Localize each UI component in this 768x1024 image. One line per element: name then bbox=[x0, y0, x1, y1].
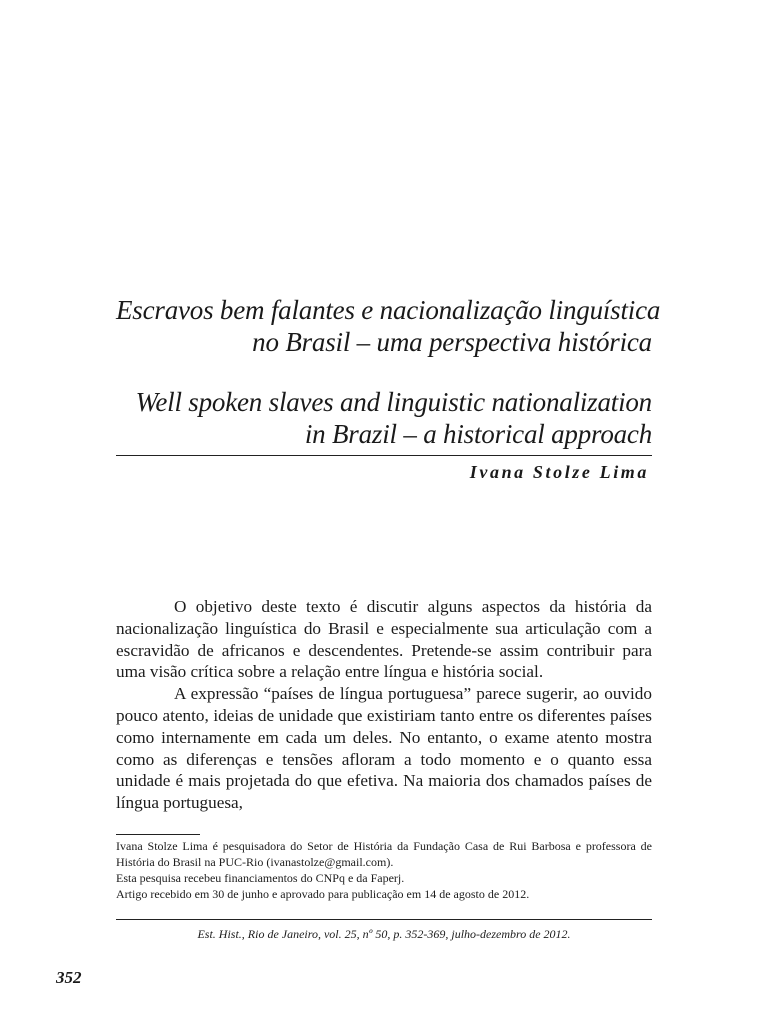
footnote-divider bbox=[116, 834, 200, 835]
body-paragraph: O objetivo deste texto é discutir alguns aspectos da história da nacionalização linguística do Brasil e especialmente sua articulação com a escravidão de africanos e descendentes. Pretende-se assim contribuir para uma visão crítica sobre a relação entre língua e história social. bbox=[116, 597, 652, 682]
title-english-line-1: Well spoken slaves and linguistic nationalization bbox=[135, 387, 652, 417]
footnotes bbox=[116, 838, 652, 902]
title-english-line-2: in Brazil – a historical approach bbox=[304, 419, 652, 449]
author-name: Ivana Stolze Lima bbox=[469, 462, 649, 482]
body-paragraph: A expressão “países de língua portuguesa” parece sugerir, ao ouvido pouco atento, ideias de unidade que existiriam tanto entre os diferentes países como internamente em cada um deles. No entanto, o exame atento mostra como as diferenças e tensões afloram a todo momento e o quanto essa unidade é mais projetada do que efetiva. Na maioria dos chamados países de língua portuguesa, bbox=[116, 684, 652, 813]
journal-citation: Est. Hist., Rio de Janeiro, vol. 25, nº 50, p. 352-369, julho-dezembro de 2012. bbox=[197, 927, 571, 941]
page-number: 352 bbox=[56, 968, 82, 987]
footnote-author-affiliation: Ivana Stolze Lima é pesquisadora do Setor de História da Fundação Casa de Rui Barbosa e professora de História do Brasil na PUC-Rio (ivanastolze@gmail.com). bbox=[116, 839, 652, 869]
title-portuguese-line-1: Escravos bem falantes e nacionalização linguística bbox=[116, 295, 661, 325]
article-body bbox=[116, 596, 652, 814]
title-english bbox=[116, 386, 652, 450]
title-portuguese bbox=[116, 294, 661, 358]
citation-divider bbox=[116, 919, 652, 920]
title-portuguese-line-2: no Brasil – uma perspectiva histórica bbox=[252, 327, 652, 357]
footnote-dates: Artigo recebido em 30 de junho e aprovado para publicação em 14 de agosto de 2012. bbox=[116, 887, 530, 901]
title-divider bbox=[116, 455, 652, 456]
footnote-funding: Esta pesquisa recebeu financiamentos do CNPq e da Faperj. bbox=[116, 871, 405, 885]
